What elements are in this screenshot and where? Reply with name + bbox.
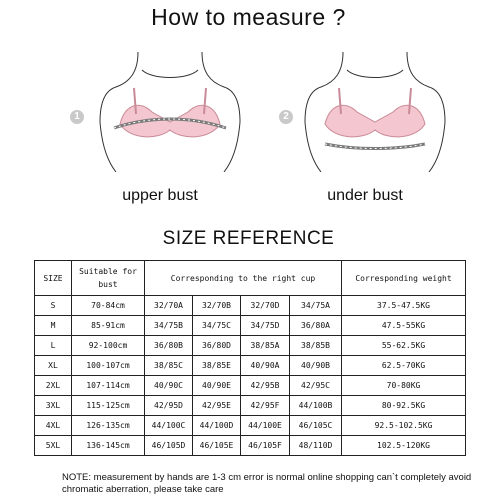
table-row <box>35 316 466 336</box>
table-row <box>35 296 466 316</box>
cell-bust: 136-145cm <box>72 436 145 456</box>
cell-cup: 38/85C <box>145 356 193 376</box>
cell-cup: 34/75C <box>193 316 241 336</box>
cell-cup: 38/85A <box>241 336 290 356</box>
cell-size: S <box>35 296 72 316</box>
table-row <box>35 336 466 356</box>
cell-cup: 32/70B <box>193 296 241 316</box>
cell-bust: 126-135cm <box>72 416 145 436</box>
cell-cup: 34/75D <box>241 316 290 336</box>
cell-weight: 37.5-47.5KG <box>342 296 466 316</box>
cell-cup: 40/90E <box>193 376 241 396</box>
table-row <box>35 396 466 416</box>
cell-cup: 46/105E <box>193 436 241 456</box>
cell-size: 2XL <box>35 376 72 396</box>
cell-cup: 42/95E <box>193 396 241 416</box>
upper-bust-illustration <box>70 52 270 172</box>
cell-size: XL <box>35 356 72 376</box>
step-2-badge: 2 <box>279 110 293 124</box>
cell-cup: 32/70D <box>241 296 290 316</box>
cell-bust: 85-91cm <box>72 316 145 336</box>
cell-cup: 44/100C <box>145 416 193 436</box>
cell-cup: 32/70A <box>145 296 193 316</box>
under-bust-drawing <box>275 52 475 172</box>
cell-size: 4XL <box>35 416 72 436</box>
cell-cup: 44/100D <box>193 416 241 436</box>
upper-bust-label: upper bust <box>122 187 198 204</box>
cell-cup: 40/90A <box>241 356 290 376</box>
cell-size: 3XL <box>35 396 72 416</box>
under-bust-label: under bust <box>327 187 403 204</box>
size-reference-title: SIZE REFERENCE <box>162 228 335 249</box>
cell-cup: 36/80A <box>290 316 342 336</box>
cell-bust: 115-125cm <box>72 396 145 416</box>
table-body <box>35 296 466 456</box>
header-cup: Corresponding to the right cup <box>145 261 342 296</box>
cell-size: L <box>35 336 72 356</box>
cell-cup: 44/100B <box>290 396 342 416</box>
cell-weight: 80-92.5KG <box>342 396 466 416</box>
cell-cup: 46/105D <box>145 436 193 456</box>
cell-cup: 34/75A <box>290 296 342 316</box>
cell-bust: 92-100cm <box>72 336 145 356</box>
page-title: How to measure ? <box>151 4 346 30</box>
step-1-badge: 1 <box>70 110 84 124</box>
header-size: SIZE <box>35 261 72 296</box>
cell-size: M <box>35 316 72 336</box>
table-header-row <box>35 261 466 296</box>
header-bust: Suitable for bust <box>72 261 145 296</box>
size-reference-table <box>34 260 466 456</box>
cell-cup: 34/75B <box>145 316 193 336</box>
table-row <box>35 436 466 456</box>
cell-weight: 92.5-102.5KG <box>342 416 466 436</box>
measurement-note: NOTE: measurement by hands are 1-3 cm error is normal online shopping can`t completely avoid chromatic aberration, please take care <box>62 472 472 495</box>
cell-cup: 46/105F <box>241 436 290 456</box>
cell-cup: 36/80D <box>193 336 241 356</box>
cell-size: 5XL <box>35 436 72 456</box>
cell-cup: 36/80B <box>145 336 193 356</box>
cell-bust: 107-114cm <box>72 376 145 396</box>
cell-cup: 44/100E <box>241 416 290 436</box>
cell-cup: 42/95B <box>241 376 290 396</box>
table-row <box>35 376 466 396</box>
cell-cup: 42/95F <box>241 396 290 416</box>
table-row <box>35 356 466 376</box>
cell-weight: 55-62.5KG <box>342 336 466 356</box>
header-weight: Corresponding weight <box>342 261 466 296</box>
cell-cup: 42/95C <box>290 376 342 396</box>
cell-cup: 38/85E <box>193 356 241 376</box>
cell-cup: 42/95D <box>145 396 193 416</box>
cell-weight: 70-80KG <box>342 376 466 396</box>
cell-cup: 40/90B <box>290 356 342 376</box>
cell-weight: 47.5-55KG <box>342 316 466 336</box>
cell-weight: 62.5-70KG <box>342 356 466 376</box>
cell-bust: 70-84cm <box>72 296 145 316</box>
upper-bust-drawing <box>70 52 270 172</box>
cell-cup: 46/105C <box>290 416 342 436</box>
cell-cup: 48/110D <box>290 436 342 456</box>
cell-bust: 100-107cm <box>72 356 145 376</box>
cell-cup: 40/90C <box>145 376 193 396</box>
cell-weight: 102.5-120KG <box>342 436 466 456</box>
cell-cup: 38/85B <box>290 336 342 356</box>
table-row <box>35 416 466 436</box>
under-bust-illustration <box>275 52 475 172</box>
